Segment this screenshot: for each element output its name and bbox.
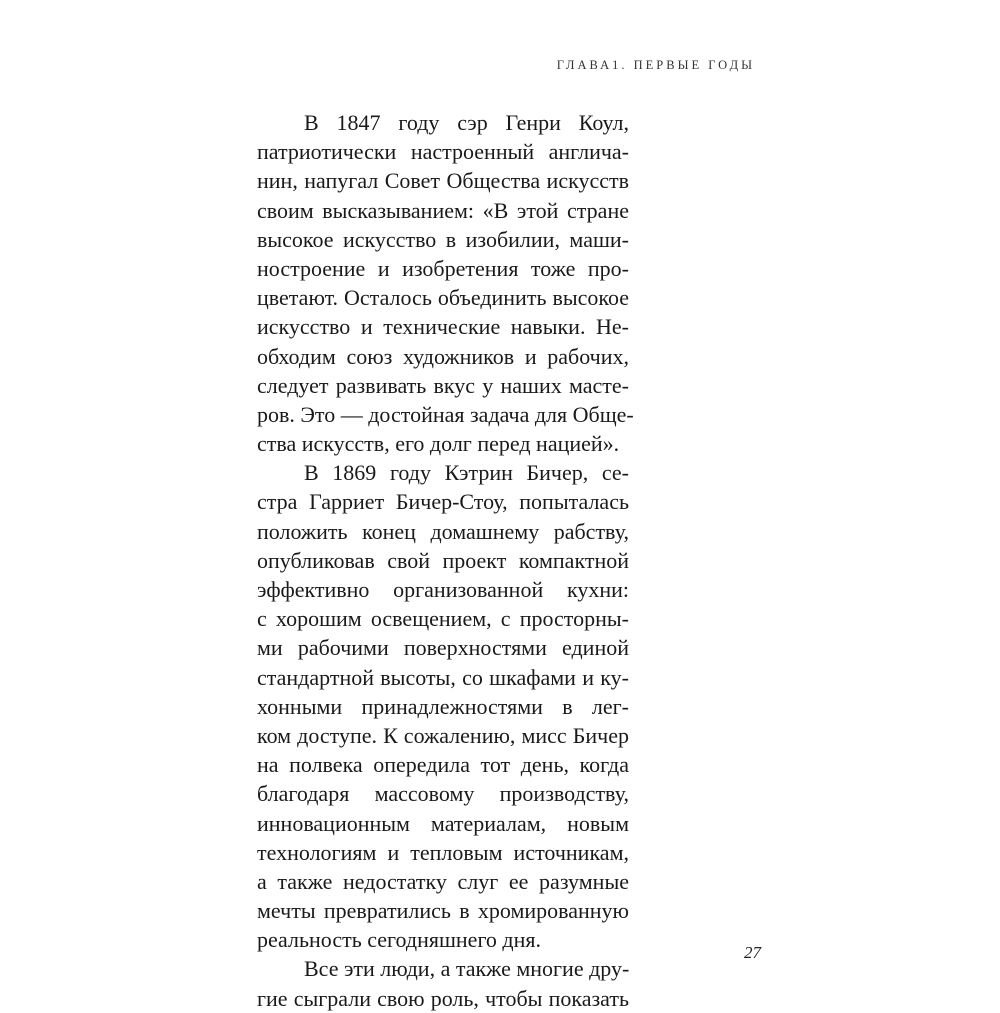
text-line: Все эти люди, а также многие дру- — [304, 956, 630, 982]
page-number: 27 — [744, 943, 761, 962]
text-line: ком доступе. К сожалению, мисс Бичер — [257, 722, 629, 748]
text-line: ства искусств, его долг перед нацией». — [257, 431, 620, 457]
text-line: цветают. Осталось объединить высокое — [257, 285, 629, 311]
text-line: мечты превратились в хромированную — [257, 898, 629, 924]
text-line: следует развивать вкус у наших масте- — [257, 372, 629, 398]
text-line: хонными принадлежностями в лег- — [257, 693, 629, 719]
body-text — [257, 108, 634, 1013]
text-line: с хорошим освещением, с просторны- — [257, 606, 629, 632]
text-line: патриотически настроенный англича- — [257, 139, 629, 165]
text-line: своим высказыванием: «В этой стране — [257, 197, 629, 223]
text-line: ностроение и изобретения тоже про- — [257, 255, 629, 281]
text-line: ми рабочими поверхностями единой — [257, 635, 629, 661]
text-line: эффективно организованной кухни: — [257, 577, 629, 602]
text-line: а также недостатку слуг ее разумные — [257, 868, 629, 894]
text-line: опубликовав свой проект компактной — [257, 547, 629, 573]
text-line: искусство и технические навыки. Не- — [257, 314, 629, 340]
text-line: ров. Это — достойная задача для Обще- — [257, 401, 634, 427]
text-line: технологиям и тепловым источникам, — [257, 839, 629, 865]
running-head: ГЛАВА1. ПЕРВЫЕ ГОДЫ — [556, 58, 755, 72]
text-line: В 1847 году сэр Генри Коул, — [304, 110, 629, 135]
text-line: нин, напугал Совет Общества искусств — [257, 168, 629, 194]
text-line: В 1869 году Кэтрин Бичер, се- — [304, 460, 629, 486]
text-line: стандартной высоты, со шкафами и ку- — [257, 664, 629, 690]
text-line: инновационным материалам, новым — [257, 810, 629, 836]
text-line: гие сыграли свою роль, чтобы показать — [257, 985, 629, 1011]
text-line: на полвека опередила тот день, когда — [257, 752, 629, 778]
text-line: стра Гарриет Бичер-Стоу, попыталась — [257, 489, 629, 515]
text-line: обходим союз художников и рабочих, — [257, 343, 629, 369]
text-line: реальность сегодняшнего дня. — [257, 927, 542, 953]
text-line: высокое искусство в изобилии, маши- — [257, 226, 629, 252]
text-line: благодаря массовому производству, — [257, 781, 629, 807]
text-line: положить конец домашнему рабству, — [257, 518, 629, 544]
